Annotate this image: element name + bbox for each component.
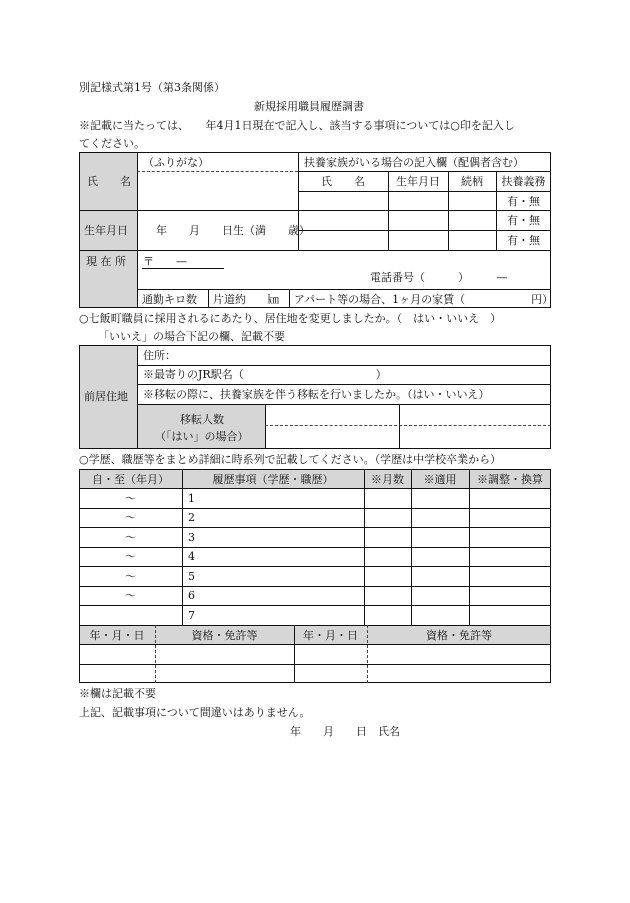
movers-count-sublabel: （「はい」の場合）	[155, 430, 249, 443]
history-row-6-number: 6	[188, 589, 195, 602]
postal-code-field[interactable]: 〒 —	[143, 255, 187, 268]
certification-statement: 上記、記載事項について間違いはありません。	[79, 706, 311, 719]
history-row-1-tilde: ～	[125, 492, 136, 505]
history-row-2-tilde: ～	[125, 511, 136, 524]
history-row-4-tilde: ～	[125, 550, 136, 563]
signature-line[interactable]: 年 月 日 氏名	[290, 725, 400, 738]
license-date-label-2: 年・月・日	[303, 629, 358, 642]
jr-station-field[interactable]: ※最寄りのJR駅名（ ）	[143, 368, 387, 381]
family-col-support: 扶養義務	[501, 175, 546, 188]
license-date-label-1: 年・月・日	[89, 629, 145, 642]
furigana-label: （ふりがな）	[143, 156, 209, 169]
rent-field[interactable]: アパート等の場合、1ヶ月の家賃（ 円）	[294, 293, 554, 306]
relocation-question: ○七飯町職員に採用されるにあたり、居住地を変更しましたか。（ はい・いいえ ）	[79, 312, 502, 325]
movers-count-label: 移転人数	[180, 413, 224, 426]
history-instruction: ○学歴、職歴等をまとめ詳細に時系列で記載してください。（学歴は中学校卒業から）	[79, 453, 502, 466]
previous-address-field[interactable]: 住所：	[143, 349, 176, 362]
license-qual-label-2: 資格・免許等	[426, 629, 492, 642]
birth-format: 年 月 日生（満 歳）	[156, 224, 310, 237]
name-label: 氏 名	[87, 175, 131, 188]
history-row-3-tilde: ～	[125, 531, 136, 544]
family-col-birth: 生年月日	[396, 175, 440, 188]
history-row-2-number: 2	[188, 511, 195, 524]
history-col-months: ※月数	[371, 473, 404, 486]
previous-residence-label: 前居住地	[84, 390, 128, 403]
history-col-apply: ※適用	[423, 473, 457, 486]
history-col-period: 自・至（年月）	[92, 473, 169, 486]
history-row-6-tilde: ～	[125, 589, 136, 602]
address-label: 現 在 所	[86, 255, 126, 268]
history-row-7-number: 7	[188, 609, 195, 622]
commute-distance[interactable]: 片道約 ㎞	[213, 293, 279, 306]
history-row-3-number: 3	[188, 531, 195, 544]
birth-label: 生年月日	[84, 224, 128, 237]
support-yes-no-3[interactable]: 有・無	[507, 234, 540, 247]
relocation-subnote: 「いいえ」の場合下記の欄、記載不要	[98, 330, 285, 343]
history-row-5-tilde: ～	[125, 570, 136, 583]
support-yes-no-1[interactable]: 有・無	[507, 195, 540, 208]
history-row-5-number: 5	[188, 570, 195, 583]
form-number: 別記様式第1号（第3条関係）	[79, 81, 225, 94]
history-col-adjust: ※調整・換算	[477, 473, 543, 486]
commute-label: 通勤キロ数	[142, 293, 197, 306]
history-row-1-number: 1	[188, 492, 195, 505]
history-col-detail: 履歴事項（学歴・職歴）	[212, 473, 334, 486]
family-move-question[interactable]: ※移転の際に、扶養家族を伴う移転を行いましたか。（はい・いいえ）	[143, 388, 490, 401]
family-header: 扶養家族がいる場合の記入欄（配偶者含む）	[304, 156, 524, 169]
page-title: 新規採用職員履歴調書	[254, 100, 364, 113]
instruction-line-1: ※記載に当たっては、 年4月1日現在で記入し、該当する事項については○印を記入し	[79, 119, 515, 132]
phone-number-field[interactable]: 電話番号（ ） —	[370, 271, 508, 284]
family-col-relation: 続柄	[461, 175, 483, 188]
license-qual-label-1: 資格・免許等	[191, 629, 258, 642]
instruction-line-2: てください。	[79, 137, 145, 150]
history-row-4-number: 4	[188, 550, 195, 563]
family-col-name: 氏 名	[321, 175, 365, 188]
support-yes-no-2[interactable]: 有・無	[507, 214, 540, 227]
footer-note: ※欄は記載不要	[79, 687, 156, 700]
